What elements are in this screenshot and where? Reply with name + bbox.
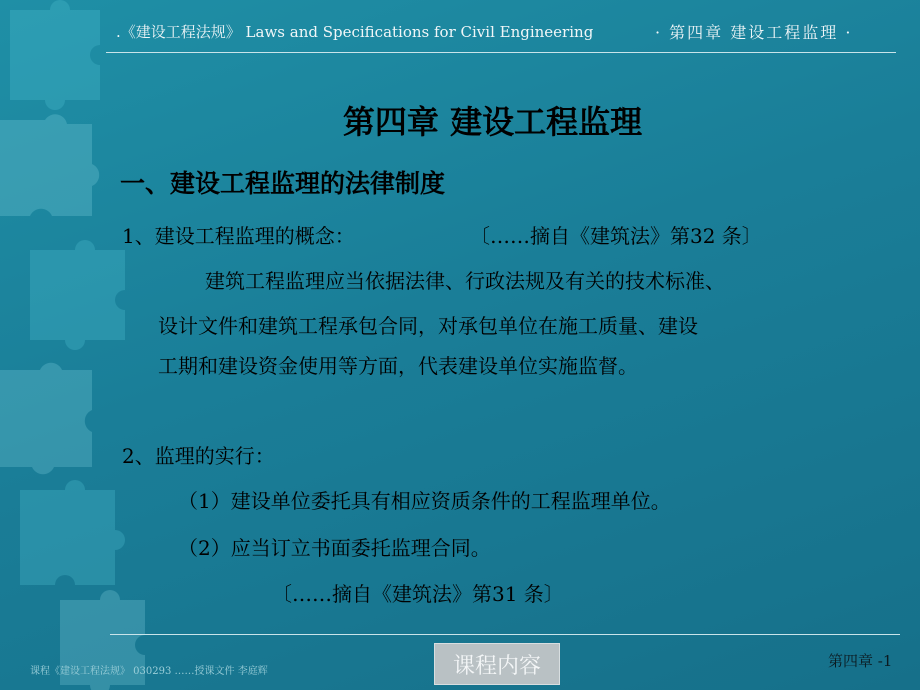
item1-label: 1、建设工程监理的概念： [122, 224, 355, 248]
item2-label: 2、监理的实行： [122, 444, 275, 468]
section-heading: 一、建设工程监理的法律制度 [120, 169, 446, 198]
definition-line-1: 建筑工程监理应当依据法律、行政法规及有关的技术标准、 [205, 269, 725, 293]
page-title: 第四章 建设工程监理 [342, 103, 643, 141]
item2-reference: 〔……摘自《建筑法》第31 条〕 [272, 582, 564, 606]
item1-reference: 〔……摘自《建筑法》第32 条〕 [470, 224, 762, 248]
course-content-button[interactable]: 课程内容 [434, 643, 560, 685]
page-number: 第四章 -1 [828, 652, 893, 670]
sub-item-1: （1）建设单位委托具有相应资质条件的工程监理单位。 [178, 489, 671, 513]
header-chapter-title: · 第四章 建设工程监理 · [655, 23, 853, 42]
footer-divider [110, 634, 900, 635]
header-course-title: .《建设工程法规》 Laws and Specifications for Civil Engineering [116, 23, 594, 41]
definition-line-3: 工期和建设资金使用等方面，代表建设单位实施监督。 [158, 354, 638, 378]
definition-line-2: 设计文件和建筑工程承包合同，对承包单位在施工质量、建设 [158, 314, 698, 338]
footer-course-info: 课程《建设工程法规》 030293 ……授课文件 李庭辉 [30, 666, 268, 677]
header-divider [106, 52, 896, 53]
sub-item-2: （2）应当订立书面委托监理合同。 [178, 536, 491, 560]
